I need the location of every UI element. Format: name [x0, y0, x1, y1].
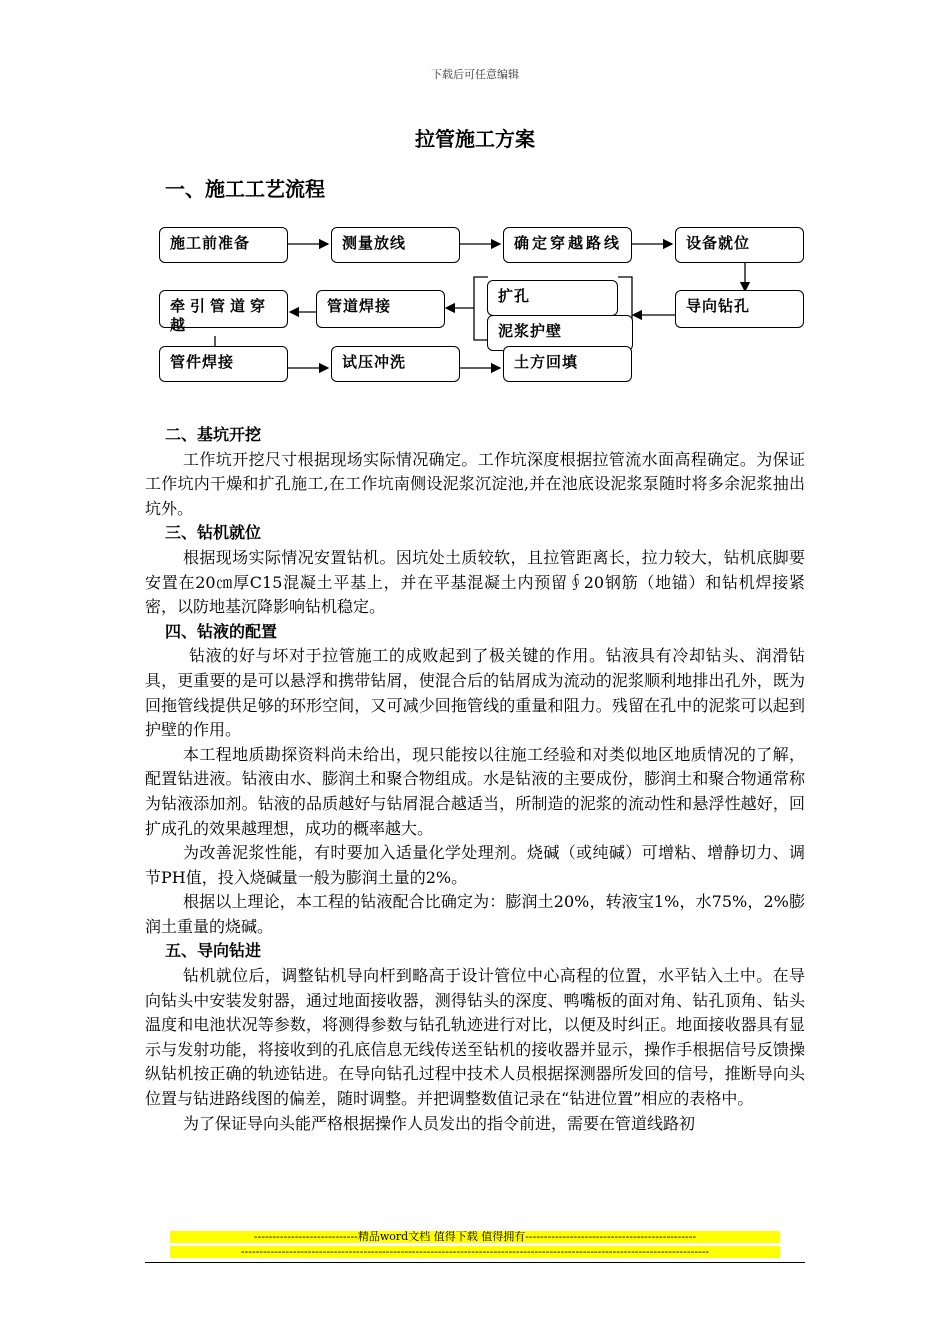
paragraph: 为改善泥浆性能，有时要加入适量化学处理剂。烧碱（或纯碱）可增粘、增静切力、调节PH值，投入烧碱量一般为膨润土量的2%。 — [145, 843, 805, 887]
bracket-left — [474, 277, 488, 340]
flow-box-guide: 导向钻孔 — [675, 290, 804, 328]
flow-box-fitting-weld: 管件焊接 — [159, 346, 288, 382]
paragraph: 根据现场实际情况安置钻机。因坑处土质较软，且拉管距离长，拉力较大，钻机底脚要安置在20㎝厚C15混凝土平基上，并在平基混凝土内预留∮20钢筋（地锚）和钻机焊接紧密，以防地基沉降影响钻机稳定。 — [145, 547, 805, 617]
flow-box-backfill: 土方回填 — [503, 346, 632, 382]
footer-banner-line2: ------------------------------------------------------------------------------------------------------------------------------ — [170, 1246, 780, 1258]
flow-box-ream: 扩孔 — [487, 280, 618, 316]
paragraph: 钻液的好与坏对于拉管施工的成败起到了极关键的作用。钻液具有冷却钻头、润滑钻具，更重要的是可以悬浮和携带钻屑，使混合后的钻屑成为流动的泥浆顺利地排出孔外，既为回拖管线提供足够的环形空间，又可减少回拖管线的重量和阻力。残留在孔中的泥浆可以起到护壁的作用。 — [145, 646, 805, 740]
footer-rule — [145, 1262, 805, 1263]
document-body — [145, 423, 805, 1136]
flow-box-pull: 牵引管道穿越 — [159, 290, 288, 328]
flow-box-pipe-weld: 管道焊接 — [316, 290, 445, 328]
paragraph: 为了保证导向头能严格根据操作人员发出的指令前进，需要在管道线路初 — [183, 1113, 696, 1133]
paragraph: 根据以上理论，本工程的钻液配合比确定为：膨润土20%，转液宝1%，水75%，2%膨润土重量的烧碱。 — [145, 892, 805, 936]
footer-banner-line1: ----------------------------精品word文档 值得下载 值得拥有---------------------------------------------- — [170, 1231, 780, 1243]
section-heading-drilling-fluid: 四、钻液的配置 — [165, 621, 278, 641]
paragraph: 钻机就位后，调整钻机导向杆到略高于设计管位中心高程的位置，水平钻入土中。在导向钻头中安装发射器，通过地面接收器，测得钻头的深度、鸭嘴板的面对角、钻孔顶角、钻头温度和电池状况等参数，将测得参数与钻孔轨迹进行对比，以便及时纠正。地面接收器具有显示与发射功能，将接收到的孔底信息无线传送至钻机的接收器并显示，操作手根据信号反馈操纵钻机按正确的轨迹钻进。在导向钻孔过程中技术人员根据探测器所发回的信号，推断导向头位置与钻进路线图的偏差，随时调整。并把调整数值记录在“钻进位置”相应的表格中。 — [145, 966, 805, 1109]
section-heading-process: 一、施工工艺流程 — [165, 177, 325, 201]
flow-box-equip: 设备就位 — [675, 227, 804, 263]
flow-box-route: 确定穿越路线 — [503, 227, 632, 263]
flow-box-prep: 施工前准备 — [159, 227, 288, 263]
flow-box-test: 试压冲洗 — [331, 346, 460, 382]
flow-box-survey: 测量放线 — [331, 227, 460, 263]
section-heading-drill-setup: 三、钻机就位 — [165, 523, 262, 543]
flow-box-mud: 泥浆护壁 — [487, 315, 633, 351]
paragraph: 工作坑开挖尺寸根据现场实际情况确定。工作坑深度根据拉管流水面高程确定。为保证工作坑内干燥和扩孔施工,在工作坑南侧设泥浆沉淀池,并在池底设泥浆泵随时将多余泥浆抽出坑外。 — [145, 449, 805, 518]
paragraph: 本工程地质勘探资料尚未给出，现只能按以往施工经验和对类似地区地质情况的了解，配置钻进液。钻液由水、膨润土和聚合物组成。水是钻液的主要成份，膨润土和聚合物通常称为钻液添加剂。钻液的品质越好与钻屑混合越适当，所制造的泥浆的流动性和悬浮性越好，回扩成孔的效果越理想，成功的概率越大。 — [145, 744, 805, 838]
page-header: 下载后可任意编辑 — [431, 68, 519, 81]
process-flow-connectors — [0, 0, 950, 400]
document-title: 拉管施工方案 — [415, 127, 535, 151]
section-heading-guided-drilling: 五、导向钻进 — [165, 941, 262, 961]
section-heading-pit: 二、基坑开挖 — [165, 425, 262, 444]
